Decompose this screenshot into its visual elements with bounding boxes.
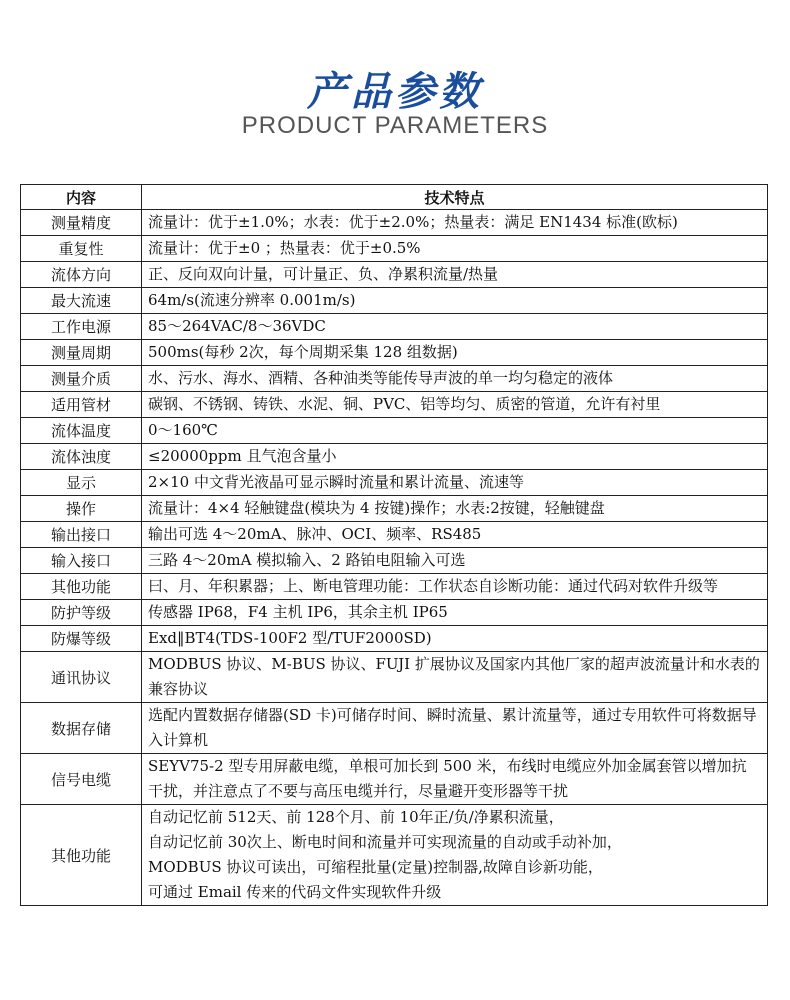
row-value: 正、反向双向计量，可计量正、负、净累积流量/热量 [142,262,768,288]
row-value: 2×10 中文背光液晶可显示瞬时流量和累计流量、流速等 [142,470,768,496]
row-label: 输入接口 [21,548,142,574]
table-row [21,236,768,262]
column-header-spec: 技术特点 [142,185,768,210]
table-row [21,626,768,652]
row-label: 输出接口 [21,522,142,548]
row-value-line: 可通过 Email 传来的代码文件实现软件升级 [148,883,442,901]
row-label: 测量精度 [21,210,142,236]
table-row [21,470,768,496]
table-row [21,366,768,392]
table-row [21,754,768,805]
row-label: 其他功能 [21,805,142,906]
row-value: 水、污水、海水、酒精、各种油类等能传导声波的单一均匀稳定的液体 [142,366,768,392]
table-row [21,444,768,470]
row-value: Exd‖BT4(TDS-100F2 型/TUF2000SD) [142,626,768,652]
row-label: 操作 [21,496,142,522]
table-row [21,418,768,444]
row-value: 500ms(每秒 2次，每个周期采集 128 组数据) [142,340,768,366]
row-value: 流量计：优于±0 ；热量表：优于±0.5% [142,236,768,262]
table-row [21,522,768,548]
table-row [21,210,768,236]
table-row [21,392,768,418]
row-value-line: 自动记忆前 30次上、断电时间和流量并可实现流量的自动或手动补加， [148,833,622,851]
table-row [21,496,768,522]
row-value: 流量计：4×4 轻触键盘(模块为 4 按键)操作；水表:2按键，轻触键盘 [142,496,768,522]
table-row [21,314,768,340]
row-value: 0～160℃ [142,418,768,444]
table-row [21,340,768,366]
row-label: 工作电源 [21,314,142,340]
row-label: 测量介质 [21,366,142,392]
page-subtitle: PRODUCT PARAMETERS [241,112,549,139]
table-row [21,574,768,600]
table-row [21,262,768,288]
row-label: 流体方向 [21,262,142,288]
table-row [21,652,768,703]
row-value: SEYV75-2 型专用屏蔽电缆，单根可加长到 500 米，布线时电缆应外加金属套管以增加抗干扰，并注意点了不要与高压电缆并行，尽量避开变形器等干扰 [142,754,768,805]
page-header [0,0,790,160]
column-header-content: 内容 [21,185,142,210]
row-label: 适用管材 [21,392,142,418]
row-value: 选配内置数据存储器(SD 卡)可储存时间、瞬时流量、累计流量等，通过专用软件可将数据导入计算机 [142,703,768,754]
row-value: 曰、月、年积累器；上、断电管理功能：工作状态自诊断功能：通过代码对软件升级等 [142,574,768,600]
row-label: 流体浊度 [21,444,142,470]
row-label: 最大流速 [21,288,142,314]
table-row [21,805,768,906]
table-row [21,703,768,754]
parameters-table [20,184,768,906]
row-label: 测量周期 [21,340,142,366]
row-value: 传感器 IP68，F4 主机 IP6，其余主机 IP65 [142,600,768,626]
row-label: 信号电缆 [21,754,142,805]
row-label: 显示 [21,470,142,496]
row-value [142,805,768,906]
page-title: 产品参数 [307,69,483,115]
row-label: 数据存储 [21,703,142,754]
table-header-row [21,185,768,210]
row-value: 64m/s(流速分辨率 0.001m/s) [142,288,768,314]
row-value: 85～264VAC/8～36VDC [142,314,768,340]
row-value: 碳钢、不锈钢、铸铁、水泥、铜、PVC、铝等均匀、质密的管道，允许有衬里 [142,392,768,418]
row-label: 流体温度 [21,418,142,444]
row-label: 防爆等级 [21,626,142,652]
row-value: MODBUS 协议、M-BUS 协议、FUJI 扩展协议及国家内其他厂家的超声波流量计和水表的兼容协议 [142,652,768,703]
row-label: 其他功能 [21,574,142,600]
row-label: 通讯协议 [21,652,142,703]
table-row [21,288,768,314]
row-value-line: 自动记忆前 512天、前 128个月、前 10年正/负/净累积流量， [148,808,564,826]
row-value: 输出可选 4～20mA、脉冲、OCI、频率、RS485 [142,522,768,548]
row-value: 三路 4～20mA 模拟输入、2 路铂电阻输入可选 [142,548,768,574]
row-value: 流量计：优于±1.0%；水表：优于±2.0%；热量表：满足 EN1434 标准(欧标) [142,210,768,236]
table-row [21,600,768,626]
row-label: 重复性 [21,236,142,262]
table-row [21,548,768,574]
row-value: ≤20000ppm 且气泡含量小 [142,444,768,470]
row-value-line: MODBUS 协议可读出，可缩程批量(定量)控制器,故障自诊新功能， [148,858,603,876]
row-label: 防护等级 [21,600,142,626]
